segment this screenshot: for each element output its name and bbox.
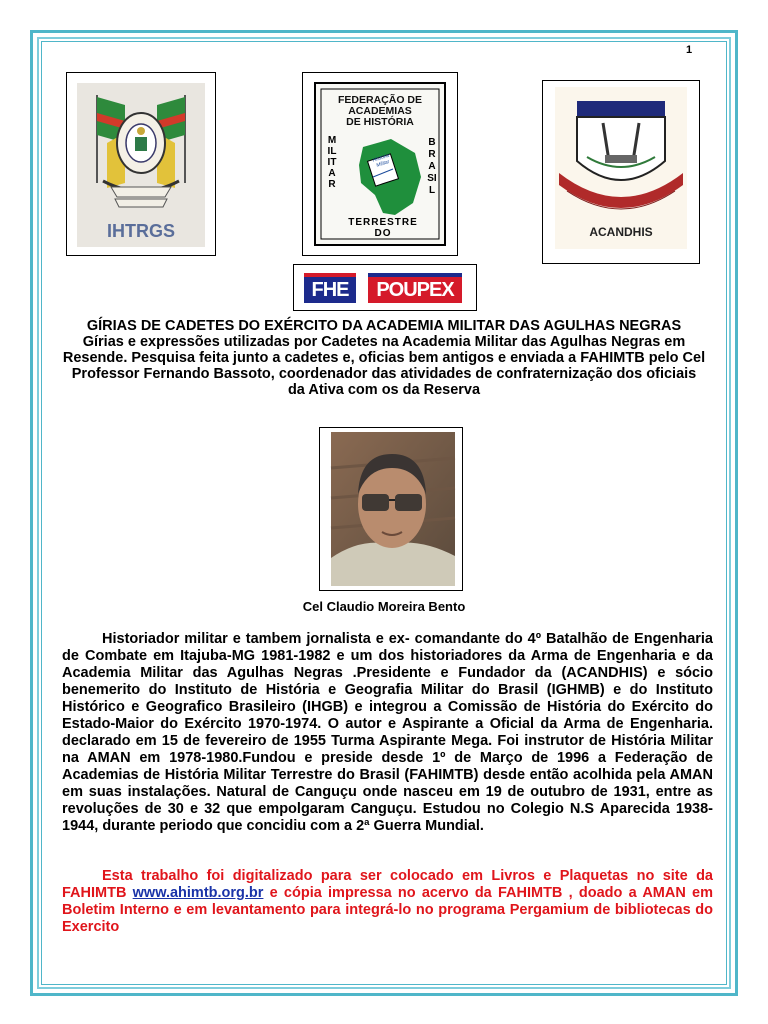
federacao-ring-right: BRASIL xyxy=(427,137,437,196)
federacao-ring-bottom: TERRESTRE DO xyxy=(348,217,418,239)
federacao-book-text: História Militar xyxy=(372,152,391,169)
note-text-after: e cópia impressa no acervo da FAHIMTB , doado a AMAN em Boletim Interno e em levantamento para integrá-lo no programa Pergamium de bibliotecas do Exercito xyxy=(62,885,713,935)
page-number: 1 xyxy=(686,44,693,56)
biography-paragraph: Historiador militar e tambem jornalista e ex- comandante do 4º Batalhão de Engenharia de Combate em Itajuba-MG 1981-1982 e um dos historiadores da Arma de Engenharia e da Academia Militar das Agulhas Negras .Presidente e Fundador da (ACANDHIS) e sócio benemerito do Instituto de História e Geografia Militar do Brasil (IGHMB) e do Instituto Histórico e Geografico Brasileiro (IHGB) e integrou a Comissão de História do Exército do Estado-Maior do Exército 1970-1974. O autor e Aspirante a Oficial da Arma de Engenharia. declarado em 15 de fevereiro de 1955 Turma Aspirante Mega. Foi instrutor de História Militar na AMAN em 1978-1980.Fundou e preside desde 1º de Março de 1996 a Federação de Academias de História Militar Terrestre do Brasil (FAHIMTB) desde então acolhida pela AMAN em suas instalações. Natural de Canguçu onde nasceu em 19 de outubro de 1931, entre as revoluções de 30 e 32 que empolgaram Canguçu. Estudou no Colegio N.S Aparecida 1938-1944, durante periodo que concidiu com a 2ª Guerra Mundial. xyxy=(62,631,713,834)
federacao-line-3: DE HISTÓRIA xyxy=(346,116,414,128)
fhe-poupex-banner xyxy=(293,264,477,311)
acandhis-logo xyxy=(542,80,700,264)
fhe-label: FHE xyxy=(311,279,349,301)
federacao-line-1: FEDERAÇÃO DE xyxy=(337,94,422,106)
ihtrgs-label: IHTRGS xyxy=(106,221,175,241)
ihtrgs-logo xyxy=(66,72,216,256)
poupex-block xyxy=(368,273,462,303)
ahimtb-link[interactable]: www.ahimtb.org.br xyxy=(132,885,264,901)
title-heading: GÍRIAS DE CADETES DO EXÉRCITO DA ACADEMIA MILITAR DAS AGULHAS NEGRAS xyxy=(86,318,682,334)
portrait-photo xyxy=(319,427,463,591)
portrait-icon xyxy=(320,428,462,590)
title-subheading: Gírias e expressões utilizadas por Cadetes na Academia Militar das Agulhas Negras em Resende. Pesquisa feita junto a cadetes e, oficias bem antigos e enviada a FAHIMTB pelo Cel Professor Fernando Bassoto, coordenador das atividades de confraternização dos oficiais da Ativa com os da Reserva xyxy=(62,334,706,398)
federacao-logo xyxy=(302,72,458,256)
photo-caption: Cel Claudio Moreira Bento xyxy=(302,599,466,614)
digitization-note xyxy=(62,868,713,936)
poupex-label: POUPEX xyxy=(376,279,454,301)
fhe-block xyxy=(304,273,356,303)
federacao-ring-left: MILITAR xyxy=(327,135,337,190)
federacao-line-2: ACADEMIAS xyxy=(348,105,412,117)
acandhis-label: ACANDHIS xyxy=(589,225,653,239)
document-title xyxy=(62,318,706,398)
note-text-before: Esta trabalho foi digitalizado para ser colocado em Livros e Plaquetas no site da FAHIMTB xyxy=(62,868,713,901)
